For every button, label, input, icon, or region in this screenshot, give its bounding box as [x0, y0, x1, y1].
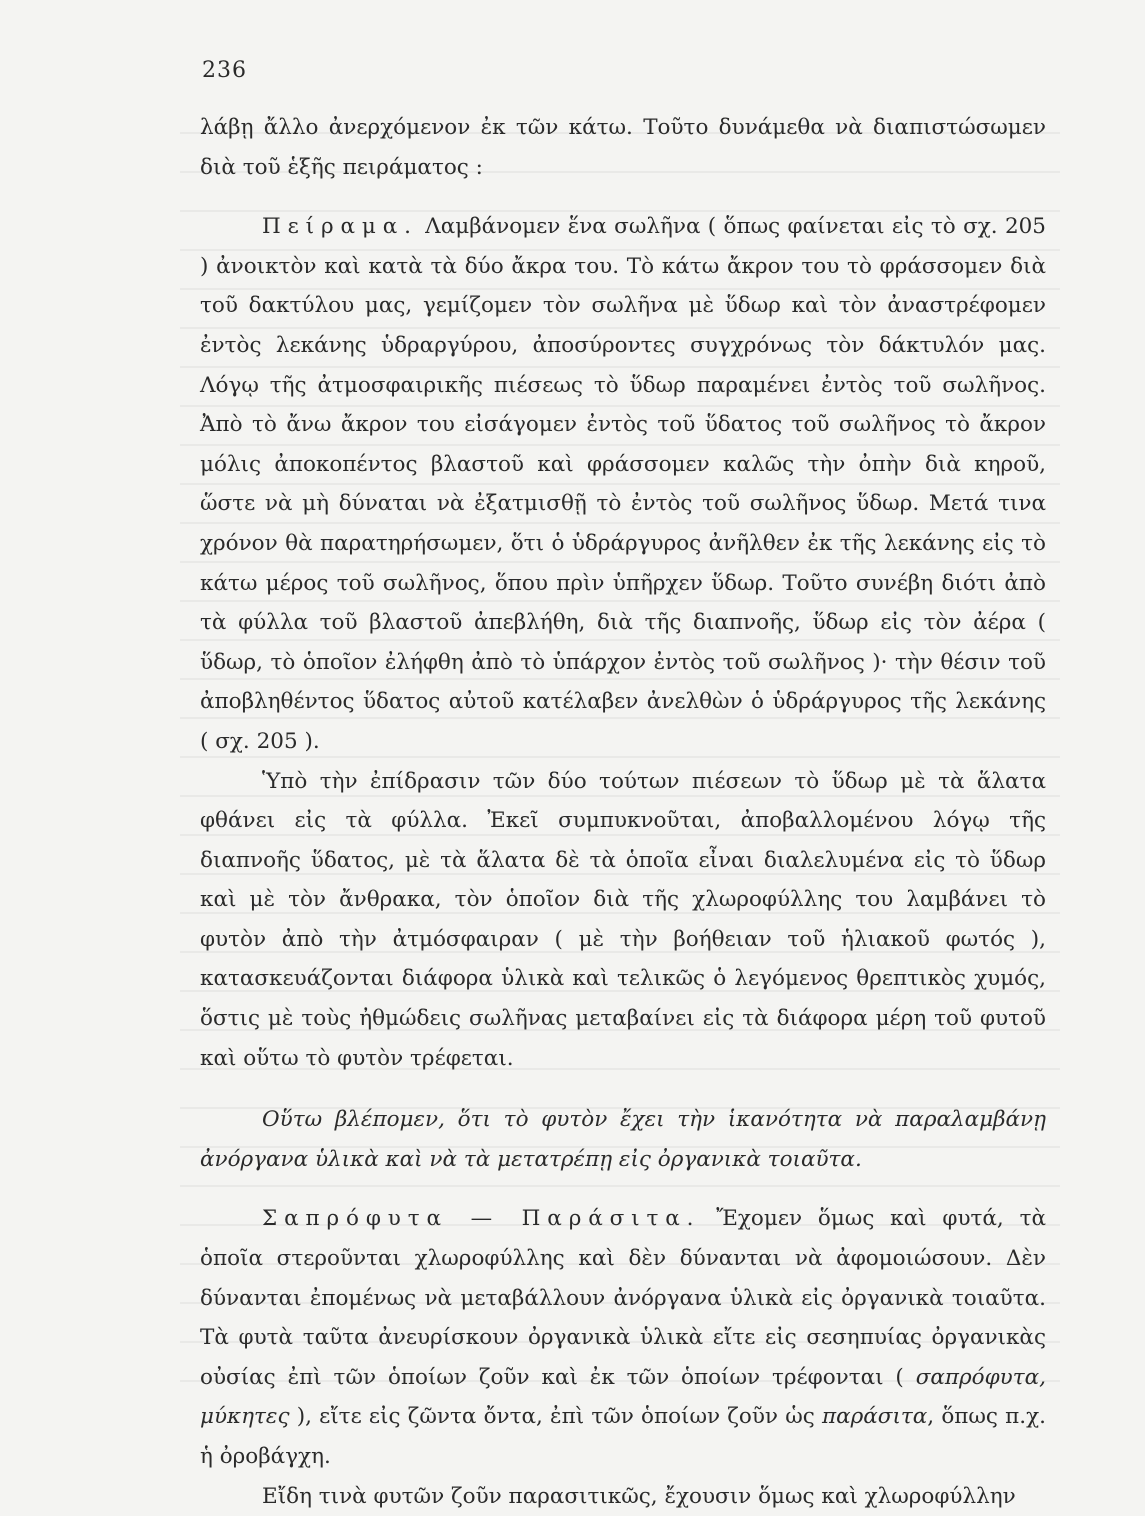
paragraph-6-text: Εἴδη τινὰ φυτῶν ζοῦν παρασιτικῶς, ἔχουσιν ὅμως καὶ χλωροφύλλην: [262, 1483, 1016, 1509]
saprophytes-text-b: ), εἴτε εἰς ζῶντα ὄντα, ἐπὶ τῶν ὁποίων ζοῦν ὡς: [289, 1404, 822, 1430]
saprophytes-heading: Σαπρόφυτα — Παράσιτα.: [262, 1206, 701, 1232]
saprophytes-text-c: , ὅπως π.χ. ἡ ὀροβάγχη.: [200, 1404, 1046, 1469]
page-number: 236: [202, 58, 247, 83]
paragraph-1-text: λάβῃ ἄλλο ἀνερχόμενον ἐκ τῶν κάτω. Τοῦτο δυνάμεθα νὰ διαπιστώσωμεν διὰ τοῦ ἑξῆς πειράματος :: [200, 115, 1046, 180]
saprophytes-text-a: Ἔχομεν ὅμως καὶ φυτά, τὰ ὁποῖα στεροῦνται χλωροφύλλης καὶ δὲν δύνανται νὰ ἀφομοιώσουν. Δὲν δύνανται ἐπομένως νὰ μεταβάλλουν ἀνόργανα ὑλικὰ εἰς ὀργανικὰ τοιαῦτα. Τὰ φυτὰ ταῦτα ἀνευρίσκουν ὀργανικὰ ὑλικὰ εἴτε εἰς σεσηπυίας ὀργανικὰς οὐσίας ἐπὶ τῶν ὁποίων ζοῦν καὶ ἐκ τῶν ὁποίων τρέφονται (: [200, 1206, 1046, 1390]
body-text: [200, 108, 1046, 1516]
saprophytes-italic: σαπρόφυτα, μύκητες: [200, 1364, 1046, 1430]
paragraph-experiment: [200, 207, 1046, 761]
paragraph-pressures: [200, 762, 1046, 1079]
paragraph-saprophytes-parasites: [200, 1199, 1046, 1476]
paragraph-partial-parasites: [200, 1477, 1046, 1516]
paragraph-conclusion: [200, 1100, 1046, 1179]
experiment-body: Λαμβάνομεν ἕνα σωλῆνα ( ὅπως φαίνεται εἰς τὸ σχ. 205 ) ἀνοικτὸν καὶ κατὰ τὰ δύο ἄκρα του. Τὸ κάτω ἄκρον του τὸ φράσσομεν διὰ τοῦ δακτύλου μας, γεμίζομεν τὸν σωλῆνα μὲ ὕδωρ καὶ τὸν ἀναστρέφομεν ἐντὸς λεκάνης ὑδραργύρου, ἀποσύροντες συγχρόνως τὸν δάκτυλόν μας. Λόγῳ τῆς ἀτμοσφαιρικῆς πιέσεως τὸ ὕδωρ παραμένει ἐντὸς τοῦ σωλῆνος. Ἀπὸ τὸ ἄνω ἄκρον του εἰσάγομεν ἐντὸς τοῦ ὕδατος τοῦ σωλῆνος τὸ ἄκρον μόλις ἀποκοπέντος βλαστοῦ καὶ φράσσομεν καλῶς τὴν ὀπὴν διὰ κηροῦ, ὥστε νὰ μὴ δύναται νὰ ἐξατμισθῇ τὸ ἐντὸς τοῦ σωλῆνος ὕδωρ. Μετά τινα χρόνον θὰ παρατηρήσωμεν, ὅτι ὁ ὑδράργυρος ἀνῆλθεν ἐκ τῆς λεκάνης εἰς τὸ κάτω μέρος τοῦ σωλῆνος, ὅπου πρὶν ὑπῆρχεν ὕδωρ. Τοῦτο συνέβη διότι ἀπὸ τὰ φύλλα τοῦ βλαστοῦ ἀπεβλήθη, διὰ τῆς διαπνοῆς, ὕδωρ εἰς τὸν ἀέρα ( ὕδωρ, τὸ ὁποῖον ἐλήφθη ἀπὸ τὸ ὑπάρχον ἐντὸς τοῦ σωλῆνος )· τὴν θέσιν τοῦ ἀποβληθέντος ὕδατος αὐτοῦ κατέλαβεν ἀνελθὼν ὁ ὑδράργυρος τῆς λεκάνης ( σχ. 205 ).: [200, 214, 1046, 754]
experiment-heading: Πείραμα.: [262, 214, 418, 240]
conclusion-text: Οὕτω βλέπομεν, ὅτι τὸ φυτὸν ἔχει τὴν ἱκανότητα νὰ παραλαμβάνῃ ἀνόργανα ὑλικὰ καὶ νὰ τὰ μετατρέπῃ εἰς ὀργανικὰ τοιαῦτα.: [200, 1107, 1046, 1172]
parasites-italic: παράσιτα: [821, 1404, 928, 1430]
paragraph-3-text: Ὑπὸ τὴν ἐπίδρασιν τῶν δύο τούτων πιέσεων τὸ ὕδωρ μὲ τὰ ἅλατα φθάνει εἰς τὰ φύλλα. Ἐκεῖ συμπυκνοῦται, ἀποβαλλομένου λόγῳ τῆς διαπνοῆς ὕδατος, μὲ τὰ ἅλατα δὲ τὰ ὁποῖα εἶναι διαλελυμένα εἰς τὸ ὕδωρ καὶ μὲ τὸν ἄνθρακα, τὸν ὁποῖον διὰ τῆς χλωροφύλλης του λαμβάνει τὸ φυτὸν ἀπὸ τὴν ἀτμόσφαιραν ( μὲ τὴν βοήθειαν τοῦ ἡλιακοῦ φωτός ), κατασκευάζονται διάφορα ὑλικὰ καὶ τελικῶς ὁ λεγόμενος θρεπτικὸς χυμός, ὅστις μὲ τοὺς ἠθμώδεις σωλῆνας μεταβαίνει εἰς τὰ διάφορα μέρη τοῦ φυτοῦ καὶ οὕτω τὸ φυτὸν τρέφεται.: [200, 768, 1046, 1071]
paragraph-continuation: [200, 108, 1046, 187]
